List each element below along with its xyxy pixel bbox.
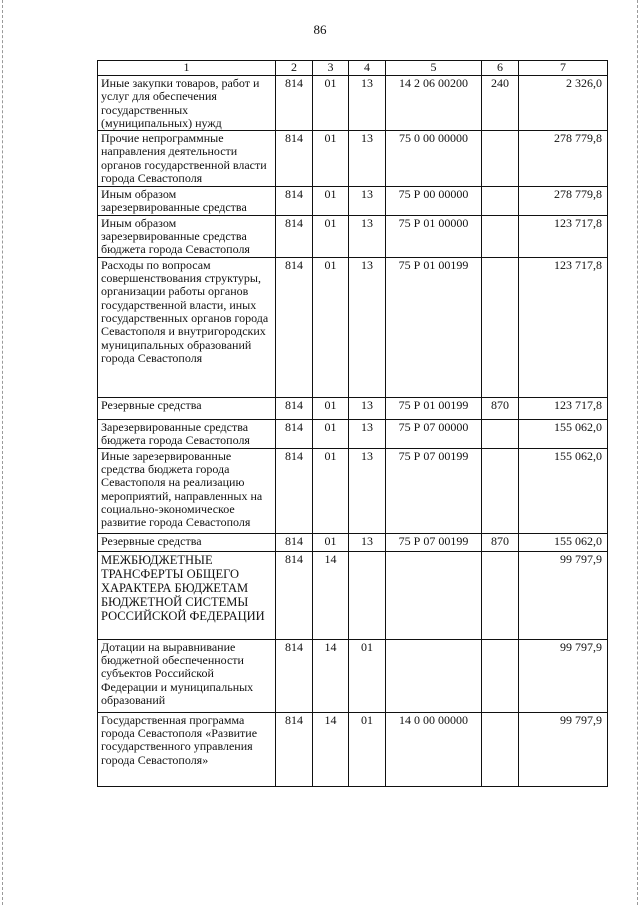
row-cell [482,131,519,187]
row-cell [482,215,519,257]
row-cell: 814 [276,187,313,216]
row-cell: 814 [276,76,313,131]
row-cell [482,187,519,216]
row-amount-cell: 2 326,0 [519,76,608,131]
row-cell: 75 Р 07 00000 [386,419,482,448]
row-cell: 75 Р 01 00000 [386,215,482,257]
row-amount-cell: 123 717,8 [519,397,608,419]
row-cell: 814 [276,397,313,419]
row-cell [386,639,482,712]
row-name-cell: Иным образом зарезервированные средства [98,187,276,216]
row-name-cell: Иным образом зарезервированные средства бюджета города Севастополя [98,215,276,257]
row-cell [349,551,386,639]
row-cell: 814 [276,131,313,187]
table-row [98,131,608,187]
table-row [98,551,608,639]
row-cell: 13 [349,533,386,551]
row-amount-cell: 99 797,9 [519,639,608,712]
row-cell: 814 [276,712,313,786]
row-cell [482,448,519,533]
row-cell: 14 [313,712,349,786]
row-name-cell: Иные закупки товаров, работ и услуг для обеспечения государственных (муниципальных) нужд [98,76,276,131]
row-cell: 814 [276,639,313,712]
row-cell: 14 0 00 00000 [386,712,482,786]
row-cell: 13 [349,397,386,419]
row-name-cell: Государственная программа города Севастополя «Развитие государственного управления города Севастополя» [98,712,276,786]
row-amount-cell: 99 797,9 [519,551,608,639]
row-cell: 01 [313,448,349,533]
row-cell: 01 [313,419,349,448]
row-cell: 01 [313,533,349,551]
row-cell: 13 [349,76,386,131]
table-row [98,257,608,397]
header-cell: 6 [482,61,519,76]
row-cell: 814 [276,419,313,448]
page-edge-right [637,0,638,905]
header-cell: 7 [519,61,608,76]
row-cell: 14 2 06 00200 [386,76,482,131]
row-cell [482,257,519,397]
row-name-cell: МЕЖБЮДЖЕТНЫЕ ТРАНСФЕРТЫ ОБЩЕГО ХАРАКТЕРА БЮДЖЕТАМ БЮДЖЕТНОЙ СИСТЕМЫ РОССИЙСКОЙ ФЕДЕРАЦИИ [98,551,276,639]
row-cell: 13 [349,131,386,187]
row-cell: 14 [313,551,349,639]
row-cell: 01 [313,131,349,187]
row-cell: 75 0 00 00000 [386,131,482,187]
row-cell: 870 [482,397,519,419]
row-amount-cell: 278 779,8 [519,187,608,216]
row-amount-cell: 155 062,0 [519,533,608,551]
row-cell: 13 [349,215,386,257]
row-name-cell: Зарезервированные средства бюджета города Севастополя [98,419,276,448]
row-cell: 240 [482,76,519,131]
row-cell: 01 [313,257,349,397]
row-name-cell: Прочие непрограммные направления деятельности органов государственной власти города Севастополя [98,131,276,187]
table-row [98,215,608,257]
row-name-cell: Резервные средства [98,533,276,551]
table-row [98,533,608,551]
table-row [98,712,608,786]
row-cell: 814 [276,257,313,397]
row-cell: 13 [349,419,386,448]
row-cell: 814 [276,215,313,257]
row-amount-cell: 123 717,8 [519,215,608,257]
header-cell: 1 [98,61,276,76]
row-cell [482,712,519,786]
row-amount-cell: 155 062,0 [519,448,608,533]
row-cell: 814 [276,533,313,551]
row-cell: 75 Р 01 00199 [386,397,482,419]
table-row [98,187,608,216]
row-cell: 75 Р 00 00000 [386,187,482,216]
row-cell: 75 Р 07 00199 [386,448,482,533]
row-cell: 75 Р 07 00199 [386,533,482,551]
row-name-cell: Иные зарезервированные средства бюджета города Севастополя на реализацию мероприятий, направленных на социально-экономическое развитие города Севастополя [98,448,276,533]
header-cell: 5 [386,61,482,76]
row-amount-cell: 155 062,0 [519,419,608,448]
row-cell: 814 [276,551,313,639]
row-cell [482,419,519,448]
header-cell: 2 [276,61,313,76]
row-cell: 13 [349,257,386,397]
header-cell: 4 [349,61,386,76]
row-cell: 75 Р 01 00199 [386,257,482,397]
row-amount-cell: 278 779,8 [519,131,608,187]
table-row [98,639,608,712]
row-cell: 870 [482,533,519,551]
row-cell: 01 [349,712,386,786]
row-cell [482,551,519,639]
row-cell: 814 [276,448,313,533]
row-cell: 13 [349,448,386,533]
table-row [98,419,608,448]
row-cell: 01 [313,76,349,131]
row-cell: 01 [313,397,349,419]
table-header-row [98,61,608,76]
row-cell: 01 [313,187,349,216]
page-number: 86 [313,22,327,37]
row-name-cell: Резервные средства [98,397,276,419]
row-cell [386,551,482,639]
row-cell [482,639,519,712]
row-name-cell: Дотации на выравнивание бюджетной обеспеченности субъектов Российской Федерации и муниципальных образований [98,639,276,712]
row-name-cell: Расходы по вопросам совершенствования структуры, организации работы органов государственной власти, иных государственных органов города Севастополя и внутригородских муниципальных образований города Севастополя [98,257,276,397]
row-amount-cell: 99 797,9 [519,712,608,786]
row-amount-cell: 123 717,8 [519,257,608,397]
row-cell: 01 [349,639,386,712]
row-cell: 01 [313,215,349,257]
budget-table [97,60,608,787]
page-edge-left [2,0,3,905]
header-cell: 3 [313,61,349,76]
table-row [98,397,608,419]
row-cell: 13 [349,187,386,216]
table-row [98,76,608,131]
table-row [98,448,608,533]
row-cell: 14 [313,639,349,712]
